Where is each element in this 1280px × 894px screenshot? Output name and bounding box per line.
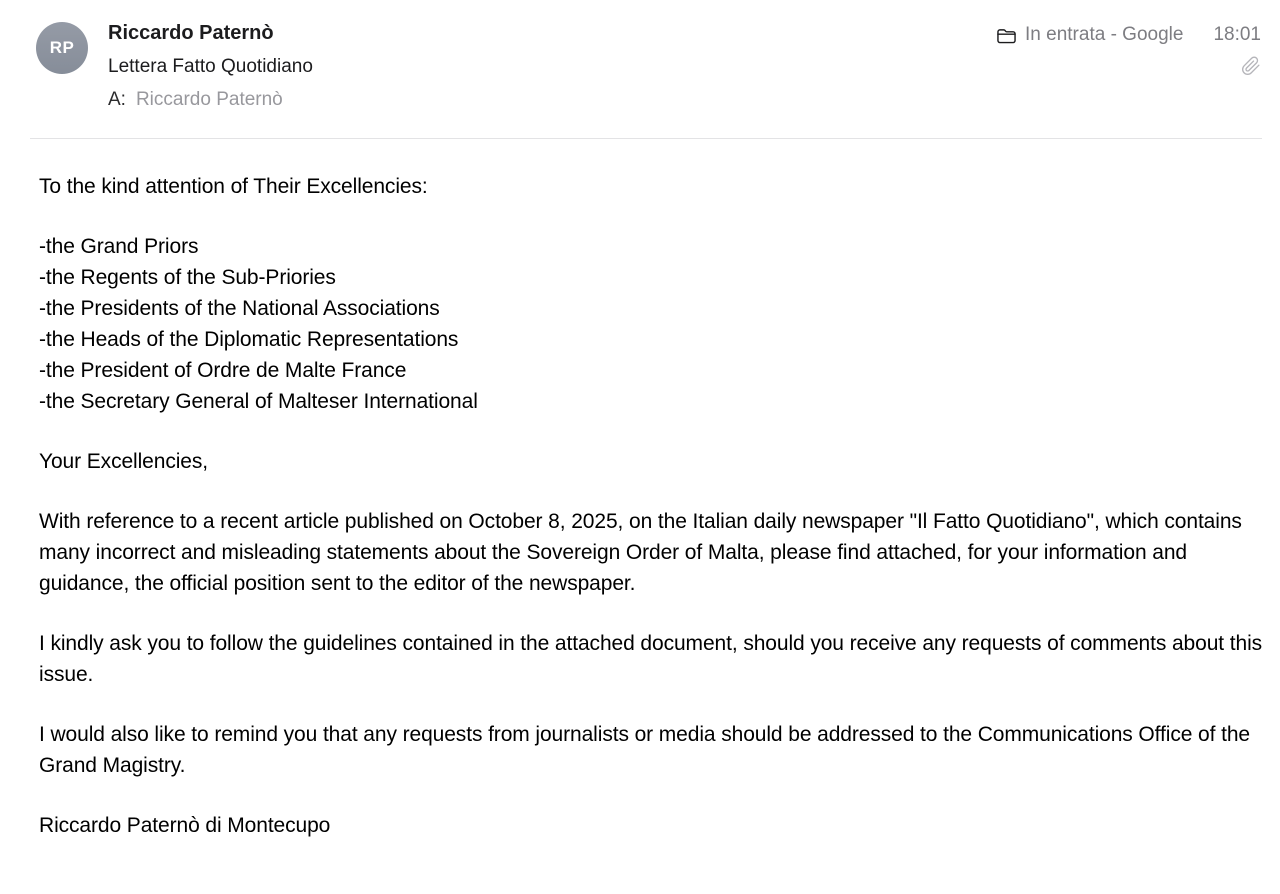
subject-line: Lettera Fatto Quotidiano [108, 56, 313, 77]
paperclip-icon [1241, 56, 1261, 81]
list-item: -the Grand Priors [39, 235, 199, 258]
salutation: To the kind attention of Their Excellencies: [39, 175, 428, 198]
list-item: -the Presidents of the National Associations [39, 297, 440, 320]
attachment-row [1241, 57, 1261, 79]
avatar-initials: RP [49, 38, 75, 57]
avatar [36, 22, 88, 74]
paragraph: I kindly ask you to follow the guidelines contained in the attached document, should you receive any requests of comments about this issue. [39, 632, 1263, 686]
message-header [0, 0, 1280, 138]
folder-icon [996, 26, 1017, 45]
message-body [0, 139, 1280, 841]
mailbox-label: In entrata - Google [1025, 24, 1184, 45]
mailbox-row [996, 19, 1261, 51]
to-recipient[interactable]: Riccardo Paternò [135, 89, 283, 110]
sender-name[interactable]: Riccardo Paternò [108, 22, 274, 44]
greeting: Your Excellencies, [39, 450, 209, 473]
paragraph: I would also like to remind you that any requests from journalists or media should be addressed to the Communications Office of the Grand Magistry. [39, 723, 1250, 777]
list-item: -the Secretary General of Malteser International [39, 390, 478, 413]
paragraph: With reference to a recent article published on October 8, 2025, on the Italian daily newspaper "Il Fatto Quotidiano", which contains many incorrect and misleading statements about the Sovereign Order of Malta, please find attached, for your information and guidance, the official position sent to the editor of the newspaper. [39, 510, 1242, 595]
signature: Riccardo Paternò di Montecupo [39, 814, 331, 837]
to-label: A: [108, 89, 126, 110]
message-time: 18:01 [1213, 24, 1261, 45]
recipients-list [39, 231, 1266, 417]
recipient-line [108, 83, 313, 116]
list-item: -the Heads of the Diplomatic Representations [39, 328, 459, 351]
header-sender-block [108, 17, 313, 116]
header-meta-block [996, 19, 1261, 79]
list-item: -the Regents of the Sub-Priories [39, 266, 336, 289]
list-item: -the President of Ordre de Malte France [39, 359, 407, 382]
